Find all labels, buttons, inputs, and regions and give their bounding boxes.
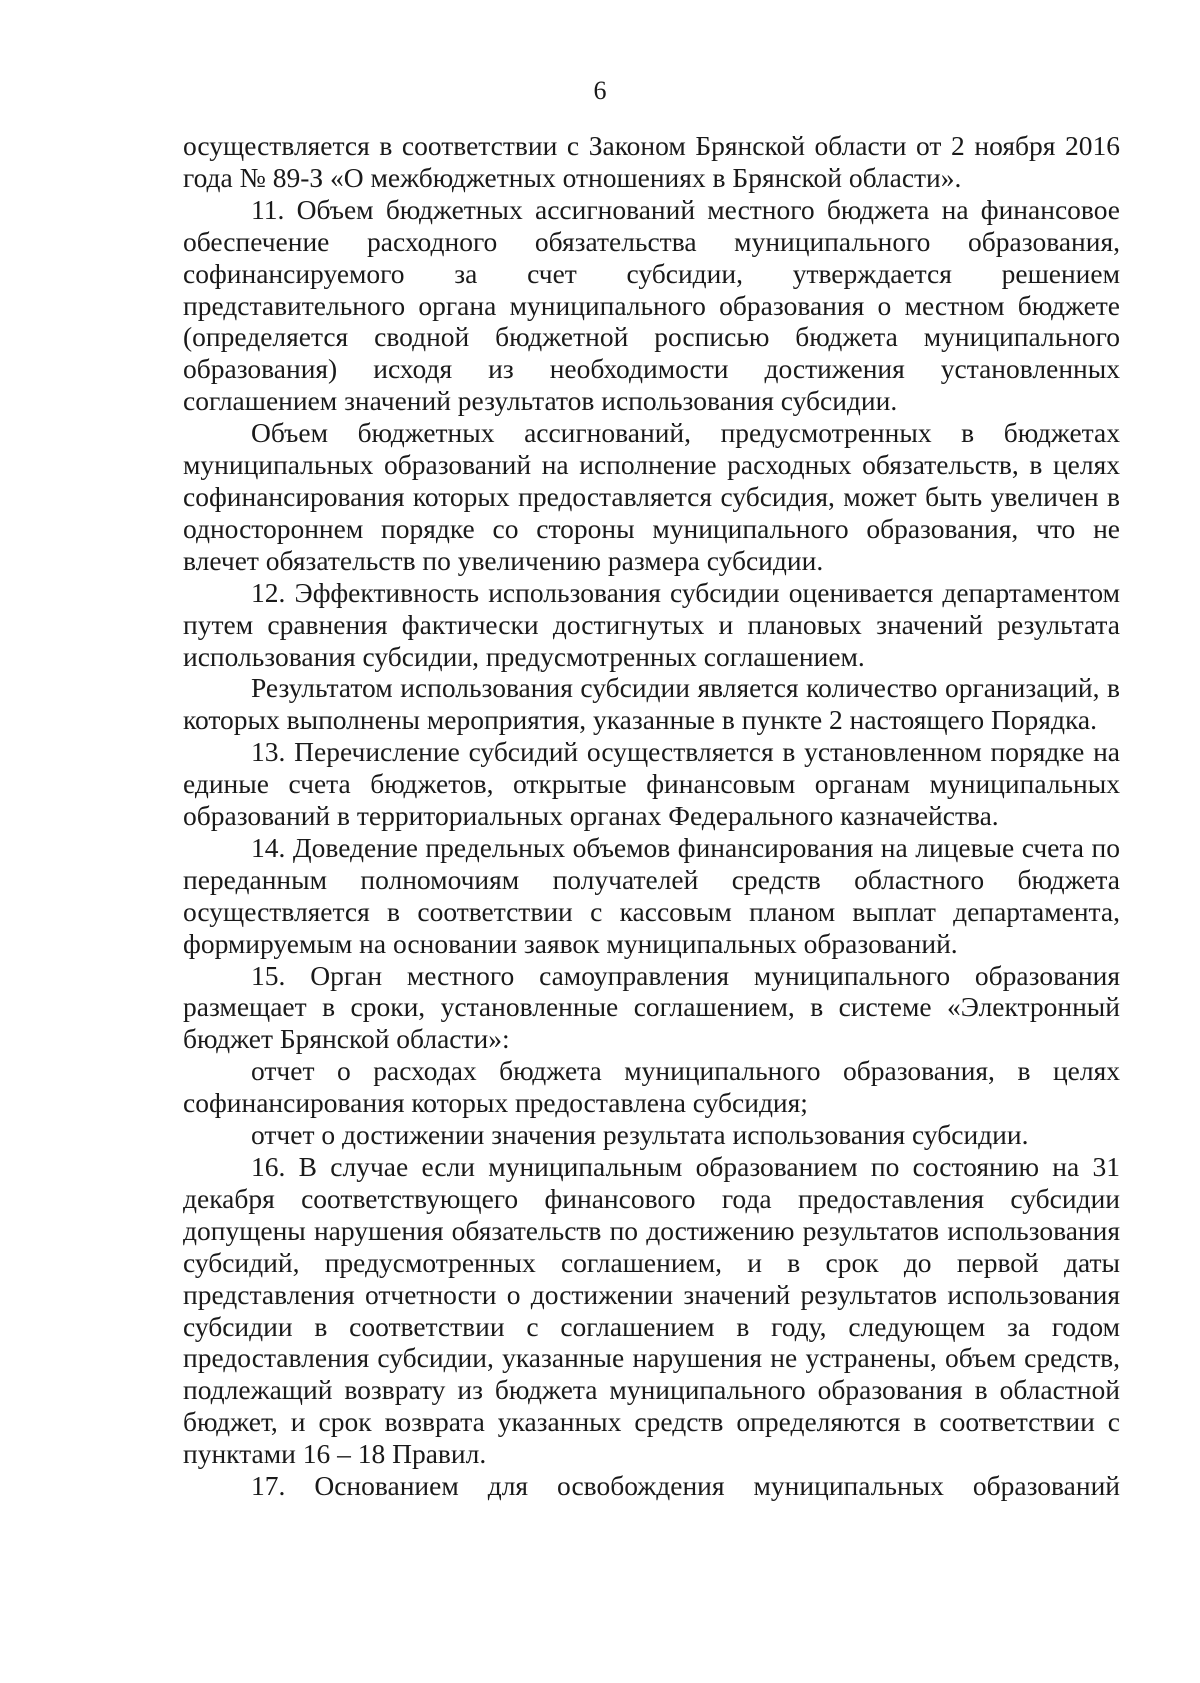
paragraph-16: 16. В случае если муниципальным образованием по состоянию на 31 декабря соответствующего финансового года предоставления субсидии допущены нарушения обязательств по достижению результатов использования субсидий, предусмотренных соглашением, и в срок до первой даты представления отчетности о достижении значений результатов использования субсидии в соответствии с соглашением в году, следующем за годом предоставления субсидии, указанные нарушения не устранены, объем средств, подлежащий возврату из бюджета муниципального образования в областной бюджет, и срок возврата указанных средств определяются в соответствии с пунктами 16 – 18 Правил. (183, 1151, 1120, 1470)
paragraph-12-result: Результатом использования субсидии является количество организаций, в которых выполнены мероприятия, указанные в пункте 2 настоящего Порядка. (183, 672, 1120, 736)
paragraph-continuation: осуществляется в соответствии с Законом Брянской области от 2 ноября 2016 года № 89-З «О межбюджетных отношениях в Брянской области». (183, 130, 1120, 193)
paragraph-15-report-expenses: отчет о расходах бюджета муниципального образования, в целях софинансирования которых предоставлена субсидия; (183, 1055, 1120, 1119)
document-body (183, 130, 1120, 1502)
paragraph-13: 13. Перечисление субсидий осуществляется в установленном порядке на единые счета бюджетов, открытые финансовым органам муниципальных образований в территориальных органах Федерального казначейства. (183, 736, 1120, 832)
paragraph-17: 17. Основанием для освобождения муниципальных образований (251, 1470, 1120, 1502)
paragraph-11-budget-increase: Объем бюджетных ассигнований, предусмотренных в бюджетах муниципальных образований на исполнение расходных обязательств, в целях софинансирования которых предоставляется субсидия, может быть увеличен в одностороннем порядке со стороны муниципального образования, что не влечет обязательств по увеличению размера субсидии. (183, 417, 1120, 576)
page-number: 6 (593, 76, 607, 105)
paragraph-11: 11. Объем бюджетных ассигнований местного бюджета на финансовое обеспечение расходного обязательства муниципального образования, софинансируемого за счет субсидии, утверждается решением представительного органа муниципального образования о местном бюджете (определяется сводной бюджетной росписью бюджета муниципального образования) исходя из необходимости достижения установленных соглашением значений результатов использования субсидии. (183, 193, 1120, 417)
paragraph-12: 12. Эффективность использования субсидии оценивается департаментом путем сравнения фактически достигнутых и плановых значений результата использования субсидии, предусмотренных соглашением. (183, 576, 1120, 672)
paragraph-15: 15. Орган местного самоуправления муниципального образования размещает в сроки, установленные соглашением, в системе «Электронный бюджет Брянской области»: (183, 959, 1120, 1055)
paragraph-14: 14. Доведение предельных объемов финансирования на лицевые счета по переданным полномочиям получателей средств областного бюджета осуществляется в соответствии с кассовым планом выплат департамента, формируемым на основании заявок муниципальных образований. (183, 831, 1120, 959)
paragraph-15-report-result: отчет о достижении значения результата использования субсидии. (251, 1119, 1029, 1151)
